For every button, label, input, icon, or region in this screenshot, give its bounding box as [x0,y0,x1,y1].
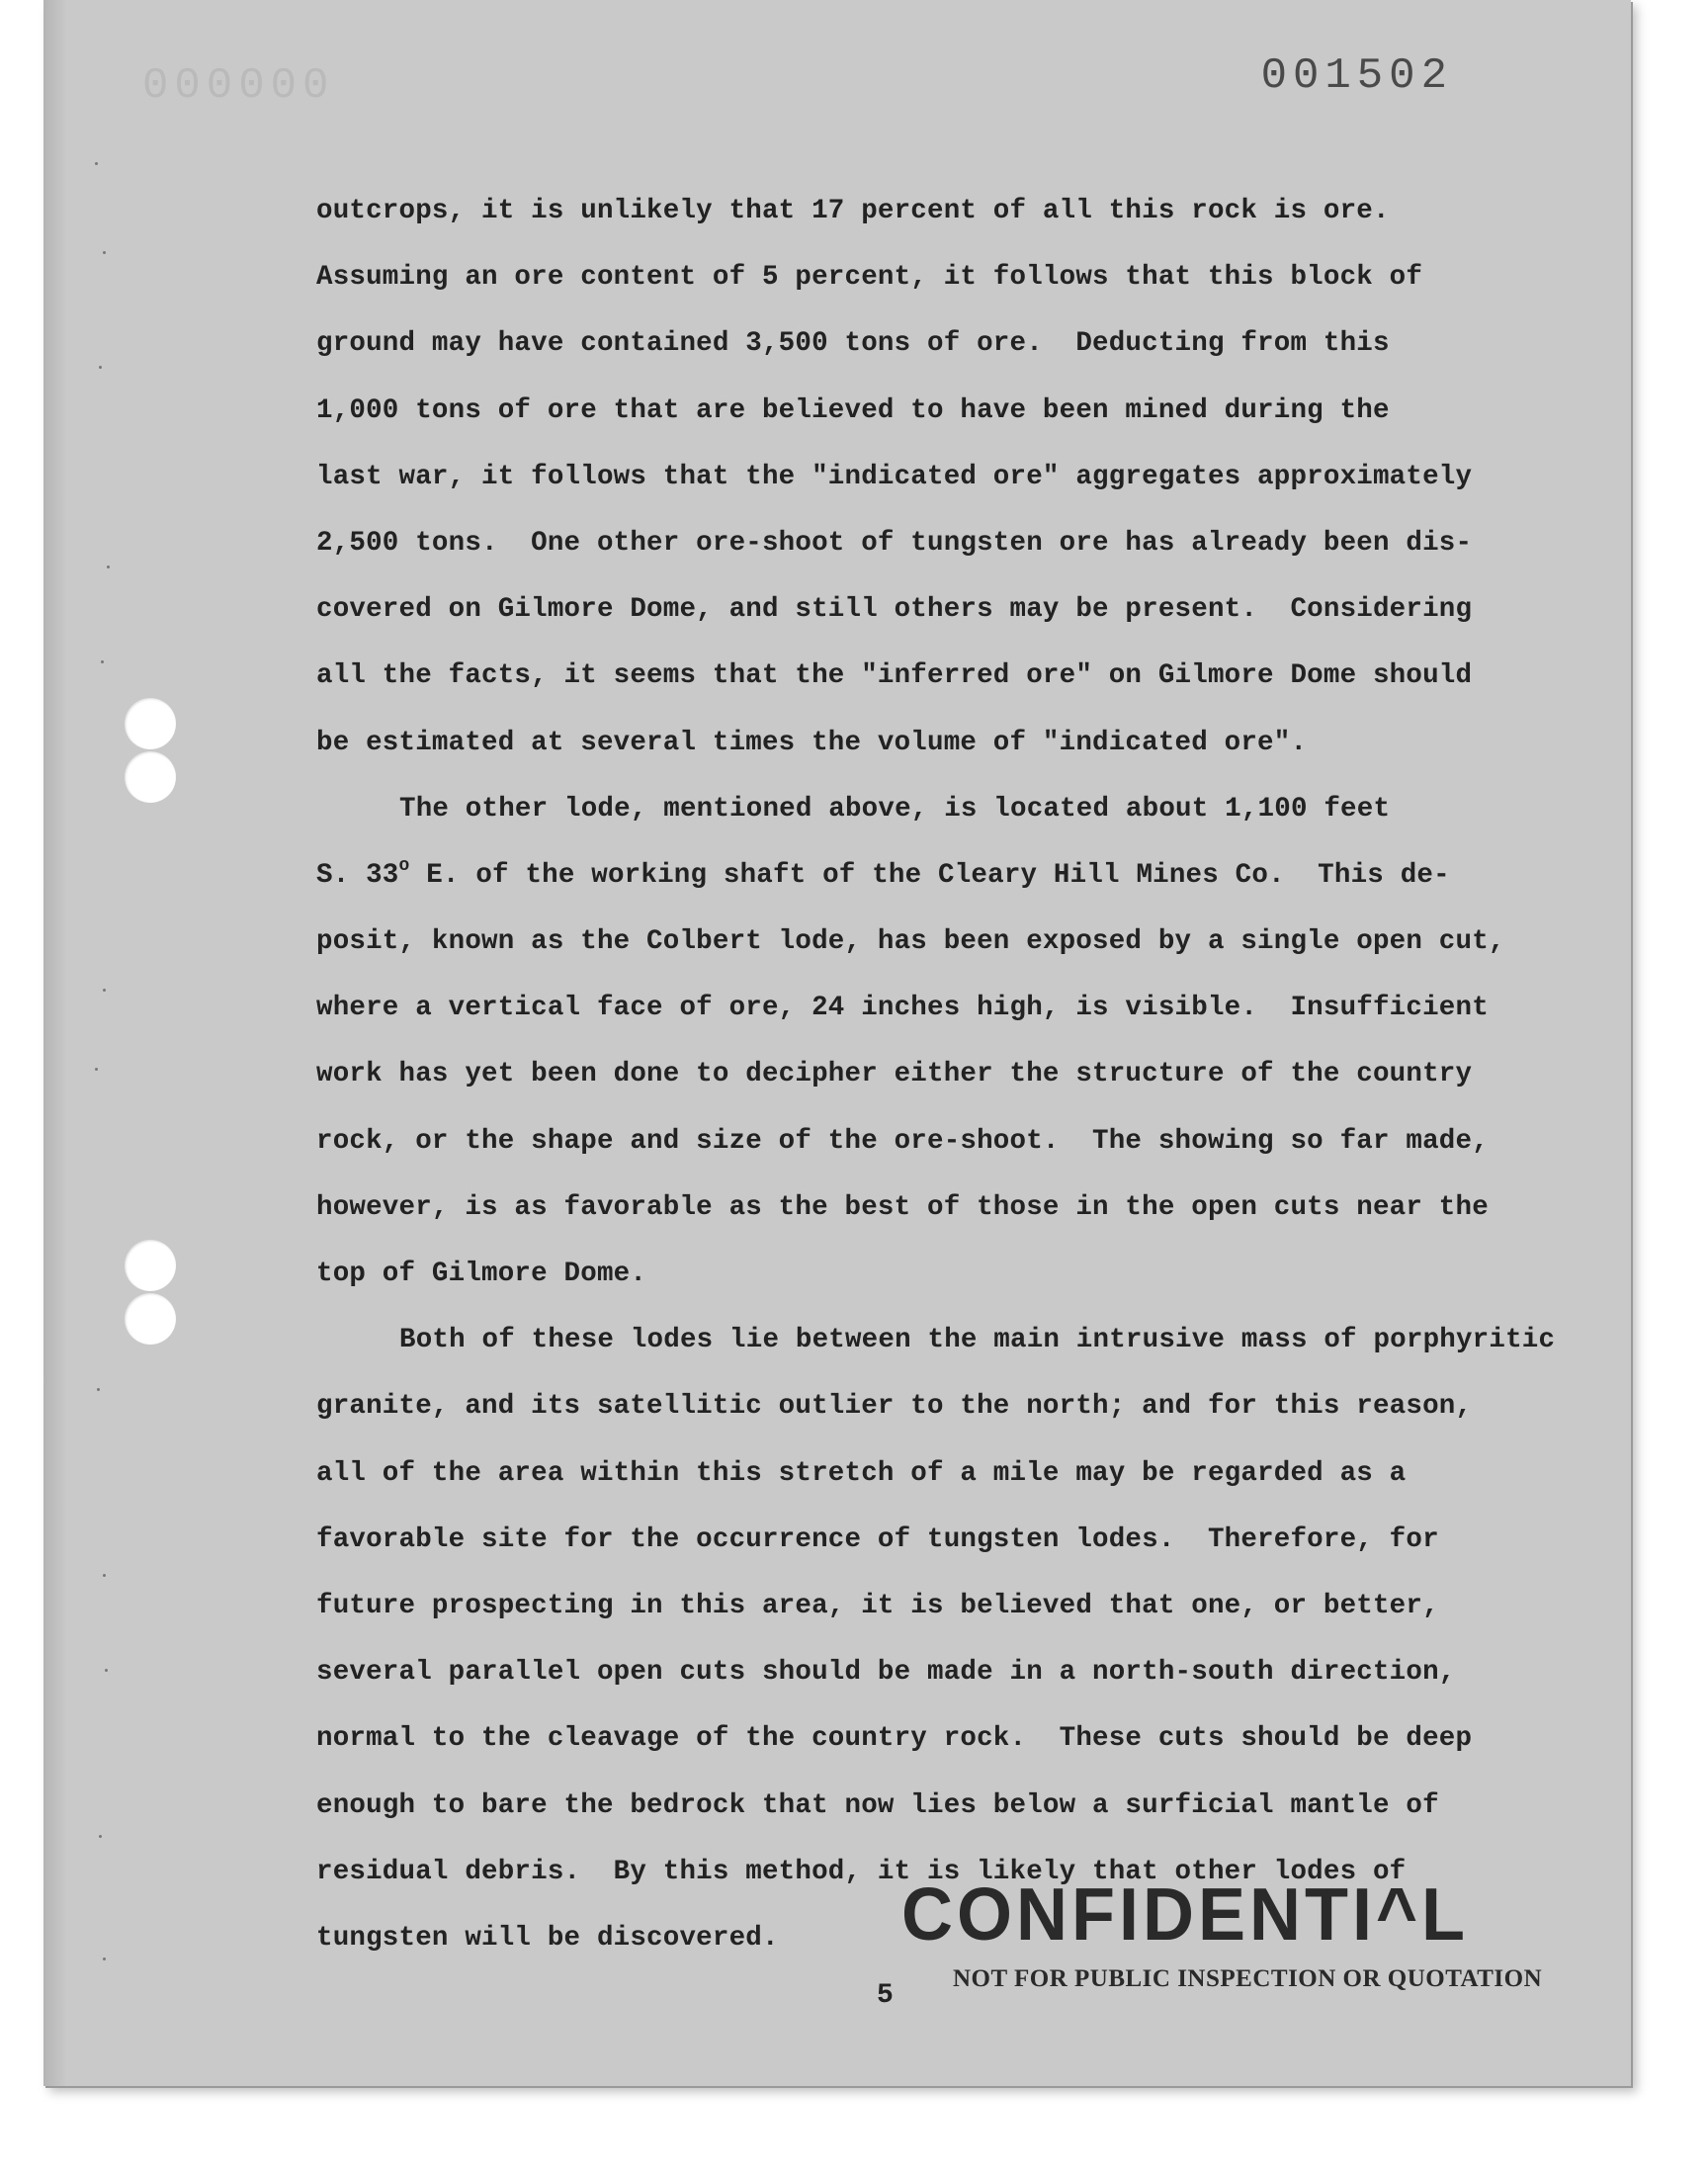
punch-hole [125,751,176,803]
punch-hole [125,1293,176,1345]
text-line: outcrops, it is unlikely that 17 percent of all this rock is ore. [316,196,1390,226]
text-line: last war, it follows that the "indicated ore" aggregates approximately [316,461,1473,492]
text-line: favorable site for the occurrence of tungsten lodes. Therefore, for [316,1523,1439,1555]
text-line: several parallel open cuts should be made in a north-south direction, [316,1657,1456,1689]
text-line: covered on Gilmore Dome, and still others may be present. Considering [316,594,1473,626]
text-line: residual debris. By this method, it is likely that other lodes of [316,1856,1407,1887]
body-text [316,178,1601,1971]
text-line: posit, known as the Colbert lode, has been exposed by a single open cut, [316,926,1505,958]
punch-hole [125,698,176,749]
text-line: normal to the cleavage of the country rock. These cuts should be deep [316,1723,1473,1755]
text-line: be estimated at several times the volume of "indicated ore". [316,727,1308,758]
page-number: 5 [877,1980,894,2011]
confidential-stamp: CONFIDENTI^L [901,1873,1470,1957]
text-line: granite, and its satellitic outlier to the north; and for this reason, [316,1391,1473,1423]
text-line: top of Gilmore Dome. [316,1259,647,1289]
confidential-stamp-subtitle: NOT FOR PUBLIC INSPECTION OR QUOTATION [953,1965,1543,1992]
text-line: work has yet been done to decipher either the structure of the country [316,1059,1473,1090]
text-line: tungsten will be discovered. [316,1922,779,1954]
text-line: Assuming an ore content of 5 percent, it follows that this block of [316,262,1423,294]
text-line: where a vertical face of ore, 24 inches high, is visible. Insufficient [316,993,1489,1024]
text-line: Both of these lodes lie between the main intrusive mass of porphyritic [399,1325,1556,1356]
text-fragment: E. of the working shaft of the Cleary Hill Mines Co. This de- [409,859,1450,891]
text-line: The other lode, mentioned above, is located about 1,100 feet [399,793,1391,825]
text-line: all of the area within this stretch of a mile may be regarded as a [316,1457,1407,1489]
text-line: enough to bare the bedrock that now lies below a surficial mantle of [316,1789,1439,1821]
text-line: 2,500 tons. One other ore-shoot of tungsten ore has already been dis- [316,527,1473,559]
text-line: future prospecting in this area, it is believed that one, or better, [316,1590,1439,1621]
text-line: rock, or the shape and size of the ore-shoot. The showing so far made, [316,1125,1489,1157]
text-line: however, is as favorable as the best of those in the open cuts near the [316,1191,1489,1223]
text-line: all the facts, it seems that the "inferred ore" on Gilmore Dome should [316,660,1473,692]
text-fragment: S. 33 [316,859,399,891]
text-line: 1,000 tons of ore that are believed to have been mined during the [316,394,1390,426]
text-line: ground may have contained 3,500 tons of ore. Deducting from this [316,328,1390,360]
document-page [43,0,1631,2086]
document-number: 001502 [1260,51,1453,101]
text-line [316,842,1601,909]
degree-superscript: o [398,855,410,876]
bleed-through-number: 000000 [142,61,335,111]
punch-hole [125,1240,176,1291]
